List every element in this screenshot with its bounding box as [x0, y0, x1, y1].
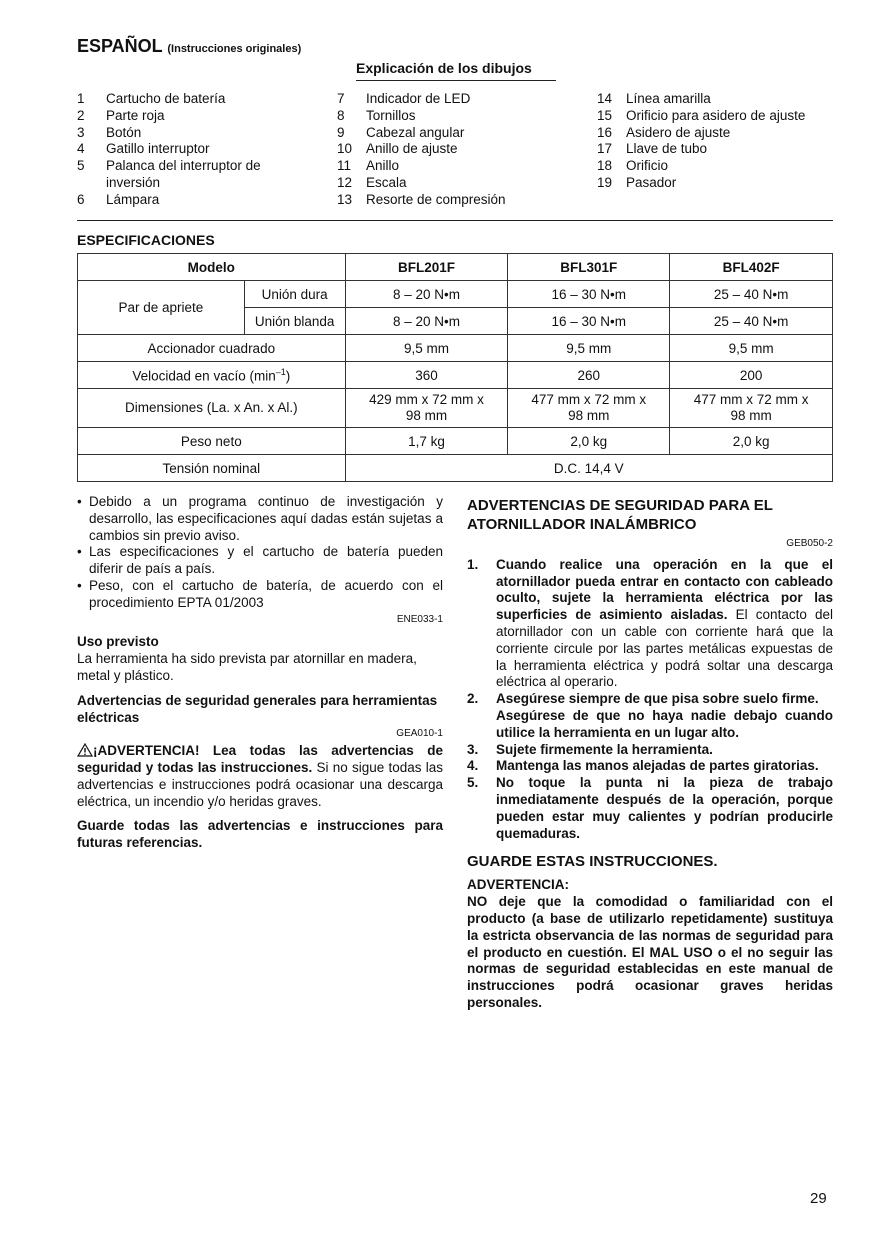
legend-column-1: [77, 91, 317, 209]
legend-item: 9 Cabezal angular: [337, 124, 465, 140]
legend-item: 1 Cartucho de batería: [77, 91, 226, 106]
legend-item: 8 Tornillos: [337, 107, 416, 123]
list-item: • Las especificaciones y el cartucho de batería pueden diferir de país a país.: [77, 544, 443, 577]
table-row: Peso neto 1,7 kg 2,0 kg 2,0 kg: [78, 428, 833, 455]
legend-item: 11 Anillo: [337, 158, 400, 174]
list-item: • Peso, con el cartucho de batería, de acuerdo con el procedimiento EPTA 01/2003: [77, 577, 443, 610]
right-column: [467, 496, 833, 1012]
table-row: Unión blanda 8 – 20 N•m 16 – 30 N•m 25 – 40 N•m: [78, 308, 833, 335]
warning-label: ADVERTENCIA:: [467, 877, 570, 893]
save-instructions-title: GUARDE ESTAS INSTRUCCIONES.: [467, 853, 718, 871]
legend-item: 4 Gatillo interruptor: [77, 141, 210, 157]
table-row: Par de apriete Unión dura 8 – 20 N•m 16 – 30 N•m 25 – 40 N•m: [78, 281, 833, 308]
list-item: 4. Mantenga las manos alejadas de partes giratorias.: [467, 758, 819, 774]
legend-item: 6 Lámpara: [77, 191, 160, 207]
table-row: Velocidad en vacío $(\min^{-1})$ 360 260 200: [78, 362, 833, 389]
keep-instructions-text: Guarde todas las advertencias e instrucciones para futuras referencias.: [77, 818, 443, 851]
legend-item: 16 Asidero de ajuste: [597, 124, 731, 140]
explanation-title: Explicación de los dibujos: [356, 60, 532, 76]
list-item: 5. No toque la punta ni la pieza de trabajo inmediatamente después de la operación, porque pueden estar muy calientes y podrían producirle quemaduras.: [467, 775, 833, 841]
legend-item: 10 Anillo de ajuste: [337, 141, 458, 157]
reference-code: GEB050-2: [786, 538, 833, 549]
subtitle: (Instrucciones originales): [167, 43, 302, 55]
reference-code: ENE033-1: [396, 613, 443, 625]
section-divider: [77, 220, 833, 221]
legend-item: 15 Orificio para asidero de ajuste: [597, 107, 806, 123]
warning-triangle-icon: [77, 743, 93, 757]
legend-column-3: [597, 91, 837, 192]
legend-item: 19 Pasador: [597, 174, 677, 190]
table-row: Modelo BFL201F BFL301F BFL402F: [78, 254, 833, 281]
page-number: 29: [810, 1190, 827, 1207]
legend-item: 2 Parte roja: [77, 107, 165, 123]
legend-item: 18 Orificio: [597, 158, 669, 174]
legend-item: 13 Resorte de compresión: [337, 191, 506, 207]
list-item: 3. Sujete firmemente la herramienta.: [467, 741, 713, 757]
general-warnings-title: Advertencias de seguridad generales para herramientas eléctricas: [77, 692, 438, 725]
specs-title: ESPECIFICACIONES: [77, 232, 215, 248]
explanation-underline: [356, 80, 556, 81]
table-row: Dimensiones (La. x An. x Al.) 429 mm x 72 mm x 98 mm 477 mm x 72 mm x 98 mm 477 mm x 72 mm x 98 mm: [78, 389, 833, 428]
legend-item: 17 Llave de tubo: [597, 141, 708, 157]
legend-item: 5 Palanca del interruptor de inversión: [77, 158, 261, 190]
language-title: ESPAÑOL (Instrucciones originales): [77, 36, 302, 56]
legend-item: 7 Indicador de LED: [337, 91, 471, 106]
legend-column-2: [337, 91, 577, 209]
intended-use-text: La herramienta ha sido prevista par atornillar en madera, metal y plástico.: [77, 651, 417, 683]
list-item: • Debido a un programa continuo de investigación y desarrollo, las especificaciones aquí dadas están sujetas a cambios sin previo aviso.: [77, 494, 443, 543]
legend-item: 12 Escala: [337, 174, 407, 190]
list-item: 2. Asegúrese siempre de que pisa sobre suelo firme. Asegúrese de que no haya nadie debajo cuando utilice la herramienta en un lugar alto.: [467, 691, 833, 740]
specs-table: [77, 253, 833, 482]
warning-paragraph: ¡ADVERTENCIA! Lea todas las advertencias de seguridad y todas las instrucciones. Si no sigue todas las advertencias e instrucciones podrá ocasionar una descarga eléctrica, un incendio y/o heridas graves.: [77, 743, 443, 809]
list-item: 1. Cuando realice una operación en la que el atornillador pueda entrar en contacto con cableado oculto, sujete la herramienta eléctrica por las superficies de asimiento aisladas. El contacto del atornillador con un cable con corriente hará que la corriente circule por las partes metálicas expuestas de la herramienta eléctrica y podrá soltar una descarga eléctrica al operario.: [467, 556, 833, 690]
table-row: Accionador cuadrado 9,5 mm 9,5 mm 9,5 mm: [78, 335, 833, 362]
left-column: [77, 494, 443, 852]
legend-item: 14 Línea amarilla: [597, 91, 711, 106]
legend-item: 3 Botón: [77, 124, 142, 140]
reference-code: GEA010-1: [396, 728, 443, 740]
warning-text: NO deje que la comodidad o familiaridad con el producto (a base de utilizarlo repetidamente) sustituya la estricta observancia de las normas de seguridad para el producto en cuestión. El MAL USO o el no seguir las normas de seguridad establecidas en este manual de instrucciones podrá ocasionar graves heridas personales.: [467, 894, 833, 1010]
intended-use-title: Uso previsto: [77, 634, 159, 650]
table-row: Tensión nominal D.C. 14,4 V: [78, 455, 833, 482]
safety-title: ADVERTENCIAS DE SEGURIDAD PARA EL ATORNILLADOR INALÁMBRICO: [467, 497, 773, 533]
